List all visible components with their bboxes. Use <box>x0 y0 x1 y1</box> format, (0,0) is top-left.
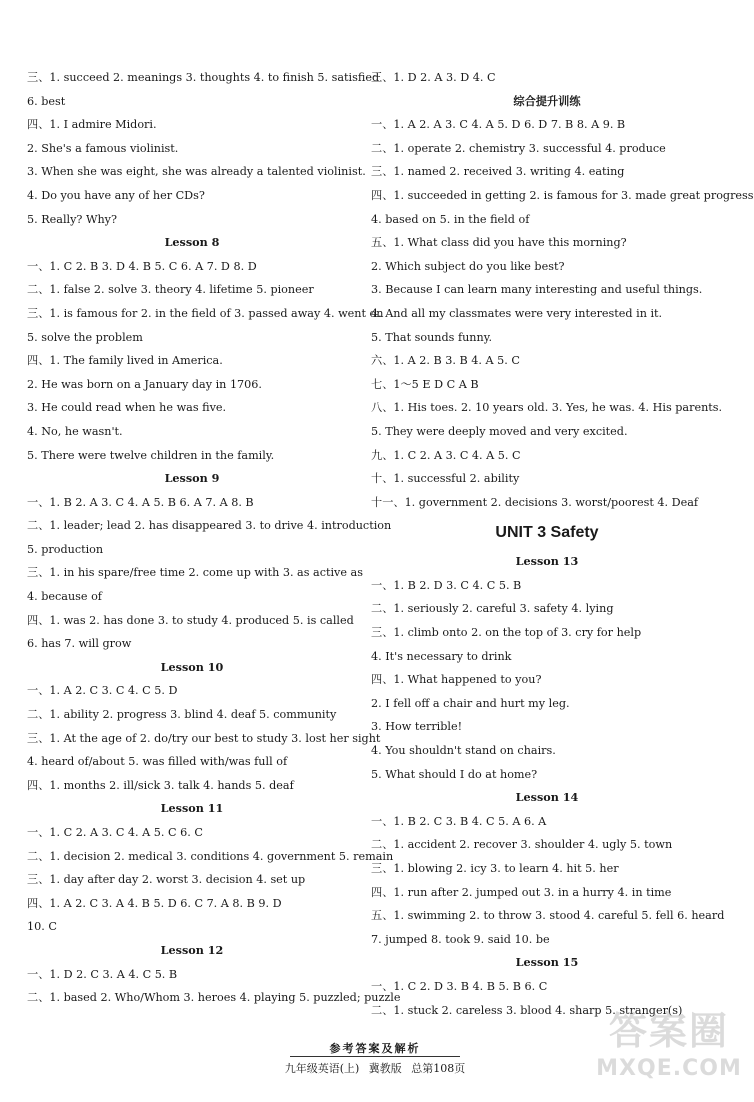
answer-line: 5. production <box>27 542 104 556</box>
answer-line: 5. What should I do at home? <box>371 767 538 781</box>
answer-line: 三、1. day after day 2. worst 3. decision 4. set up <box>27 873 306 887</box>
answer-line: 5. Really? Why? <box>27 212 117 226</box>
answer-line: 5. solve the problem <box>27 330 143 344</box>
answer-line: 一、1. C 2. D 3. B 4. B 5. B 6. C <box>371 979 548 993</box>
answer-line: 一、1. B 2. D 3. C 4. C 5. B <box>371 578 522 592</box>
answer-line: 一、1. B 2. A 3. C 4. A 5. B 6. A 7. A 8. B <box>27 495 254 509</box>
answer-line: 4. based on 5. in the field of <box>371 212 530 226</box>
lesson-heading: Lesson 13 <box>515 554 579 569</box>
answer-line: 四、1. I admire Midori. <box>27 118 157 132</box>
answer-line: 6. has 7. will grow <box>27 637 132 651</box>
watermark-url: MXQE.COM <box>596 1056 742 1081</box>
answer-line: 4. You shouldn't stand on chairs. <box>371 744 556 758</box>
answer-line: 4. And all my classmates were very interested in it. <box>371 306 663 320</box>
answer-line: 3. How terrible! <box>371 720 463 734</box>
lesson-heading: Lesson 8 <box>164 235 220 250</box>
answer-line: 三、1. D 2. A 3. D 4. C <box>371 71 496 84</box>
answer-line: 四、1. What happened to you? <box>371 673 542 687</box>
unit-title: UNIT 3 Safety <box>495 524 599 542</box>
answer-line: 四、1. run after 2. jumped out 3. in a hurry 4. in time <box>371 885 672 899</box>
answer-line: 七、1～5 E D C A B <box>371 377 479 391</box>
answer-line: 3. Because I can learn many interesting and useful things. <box>371 283 703 297</box>
answer-line: 二、1. decision 2. medical 3. conditions 4. government 5. remain <box>27 849 394 863</box>
lesson-heading: Lesson 10 <box>160 659 224 674</box>
answer-line: 5. That sounds funny. <box>371 330 493 344</box>
lesson-heading: Lesson 14 <box>515 790 579 805</box>
footer-page-info: 九年级英语(上) 冀教版 总第108页 <box>284 1062 466 1075</box>
watermark-logo <box>594 1006 744 1096</box>
answer-line: 4. heard of/about 5. was filled with/was full of <box>27 755 288 769</box>
answer-line: 一、1. C 2. A 3. C 4. A 5. C 6. C <box>27 826 203 839</box>
answer-line: 二、1. accident 2. recover 3. shoulder 4. ugly 5. town <box>371 838 673 852</box>
answer-line: 三、1. in his spare/free time 2. come up with 3. as active as <box>27 566 363 580</box>
answer-line: 六、1. A 2. B 3. B 4. A 5. C <box>371 354 520 368</box>
watermark-logo-text: 答案圈 <box>608 1009 729 1053</box>
answer-line: 二、1. seriously 2. careful 3. safety 4. lying <box>371 602 614 616</box>
footer-divider <box>290 1056 460 1057</box>
answer-line: 4. because of <box>27 590 102 604</box>
answer-line: 5. They were deeply moved and very excited. <box>371 424 628 438</box>
answer-line: 4. No, he wasn't. <box>27 424 123 438</box>
answer-line: 四、1. was 2. has done 3. to study 4. produced 5. is called <box>27 613 354 627</box>
answer-line: 四、1. months 2. ill/sick 3. talk 4. hands 5. deaf <box>27 778 294 792</box>
answer-line: 一、1. A 2. C 3. C 4. C 5. D <box>27 684 178 698</box>
lesson-heading: Lesson 9 <box>164 471 220 486</box>
answer-line: 四、1. The family lived in America. <box>27 354 223 368</box>
answer-line: 二、1. stuck 2. careless 3. blood 4. sharp 5. stranger(s) <box>371 1003 683 1017</box>
answer-line: 九、1. C 2. A 3. C 4. A 5. C <box>371 448 521 462</box>
answer-line: 2. Which subject do you like best? <box>371 259 565 273</box>
answer-line: 四、1. succeeded in getting 2. is famous for 3. made great progress <box>371 188 754 202</box>
answer-line: 5. There were twelve children in the family. <box>27 448 275 462</box>
answer-line: 4. Do you have any of her CDs? <box>27 188 205 202</box>
answer-line: 三、1. succeed 2. meanings 3. thoughts 4. to finish 5. satisfied <box>27 71 380 84</box>
answer-line: 三、1. blowing 2. icy 3. to learn 4. hit 5. her <box>371 862 619 875</box>
answer-line: 7. jumped 8. took 9. said 10. be <box>371 932 550 946</box>
answer-line: 二、1. operate 2. chemistry 3. successful 4. produce <box>371 141 666 155</box>
answer-line: 一、1. D 2. C 3. A 4. C 5. B <box>27 967 178 981</box>
answer-line: 十、1. successful 2. ability <box>371 472 520 486</box>
answer-line: 3. When she was eight, she was already a talented violinist. <box>27 165 366 179</box>
answer-line: 一、1. B 2. C 3. B 4. C 5. A 6. A <box>371 814 547 828</box>
answer-line: 2. He was born on a January day in 1706. <box>27 377 262 391</box>
answer-line: 一、1. A 2. A 3. C 4. A 5. D 6. D 7. B 8. A 9. B <box>371 118 626 132</box>
answer-line: 一、1. C 2. B 3. D 4. B 5. C 6. A 7. D 8. D <box>27 259 257 273</box>
right-column <box>371 66 754 1022</box>
answer-line: 3. He could read when he was five. <box>27 401 227 415</box>
lesson-heading: Lesson 12 <box>160 942 224 957</box>
left-column <box>27 66 401 1010</box>
answer-line: 二、1. leader; lead 2. has disappeared 3. to drive 4. introduction <box>27 519 392 533</box>
answer-line: 4. It's necessary to drink <box>371 649 512 663</box>
answer-line: 10. C <box>27 920 57 934</box>
answer-line: 五、1. swimming 2. to throw 3. stood 4. careful 5. fell 6. heard <box>371 909 725 923</box>
answer-line: 十一、1. government 2. decisions 3. worst/poorest 4. Deaf <box>371 495 699 509</box>
answer-line: 二、1. based 2. Who/Whom 3. heroes 4. playing 5. puzzled; puzzle <box>27 991 401 1005</box>
answer-line: 2. I fell off a chair and hurt my leg. <box>371 696 570 710</box>
answer-line: 二、1. ability 2. progress 3. blind 4. deaf 5. community <box>27 708 337 722</box>
answer-line: 三、1. climb onto 2. on the top of 3. cry for help <box>371 626 642 640</box>
section-heading: 综合提升训练 <box>513 93 581 108</box>
answer-line: 三、1. is famous for 2. in the field of 3. passed away 4. went on <box>27 306 384 320</box>
answer-line: 三、1. At the age of 2. do/try our best to study 3. lost her sight <box>27 731 381 745</box>
lesson-heading: Lesson 11 <box>160 801 224 816</box>
answer-line: 2. She's a famous violinist. <box>27 141 179 155</box>
answer-line: 八、1. His toes. 2. 10 years old. 3. Yes, he was. 4. His parents. <box>371 401 723 415</box>
answer-line: 四、1. A 2. C 3. A 4. B 5. D 6. C 7. A 8. B 9. D <box>27 896 282 910</box>
lesson-heading: Lesson 15 <box>515 955 579 970</box>
answer-line: 五、1. What class did you have this morning? <box>371 236 627 250</box>
answer-line: 6. best <box>27 94 66 108</box>
answer-line: 三、1. named 2. received 3. writing 4. eating <box>371 165 625 179</box>
footer-title: 参考答案及解析 <box>329 1042 421 1055</box>
answer-line: 二、1. false 2. solve 3. theory 4. lifetime 5. pioneer <box>27 283 314 297</box>
